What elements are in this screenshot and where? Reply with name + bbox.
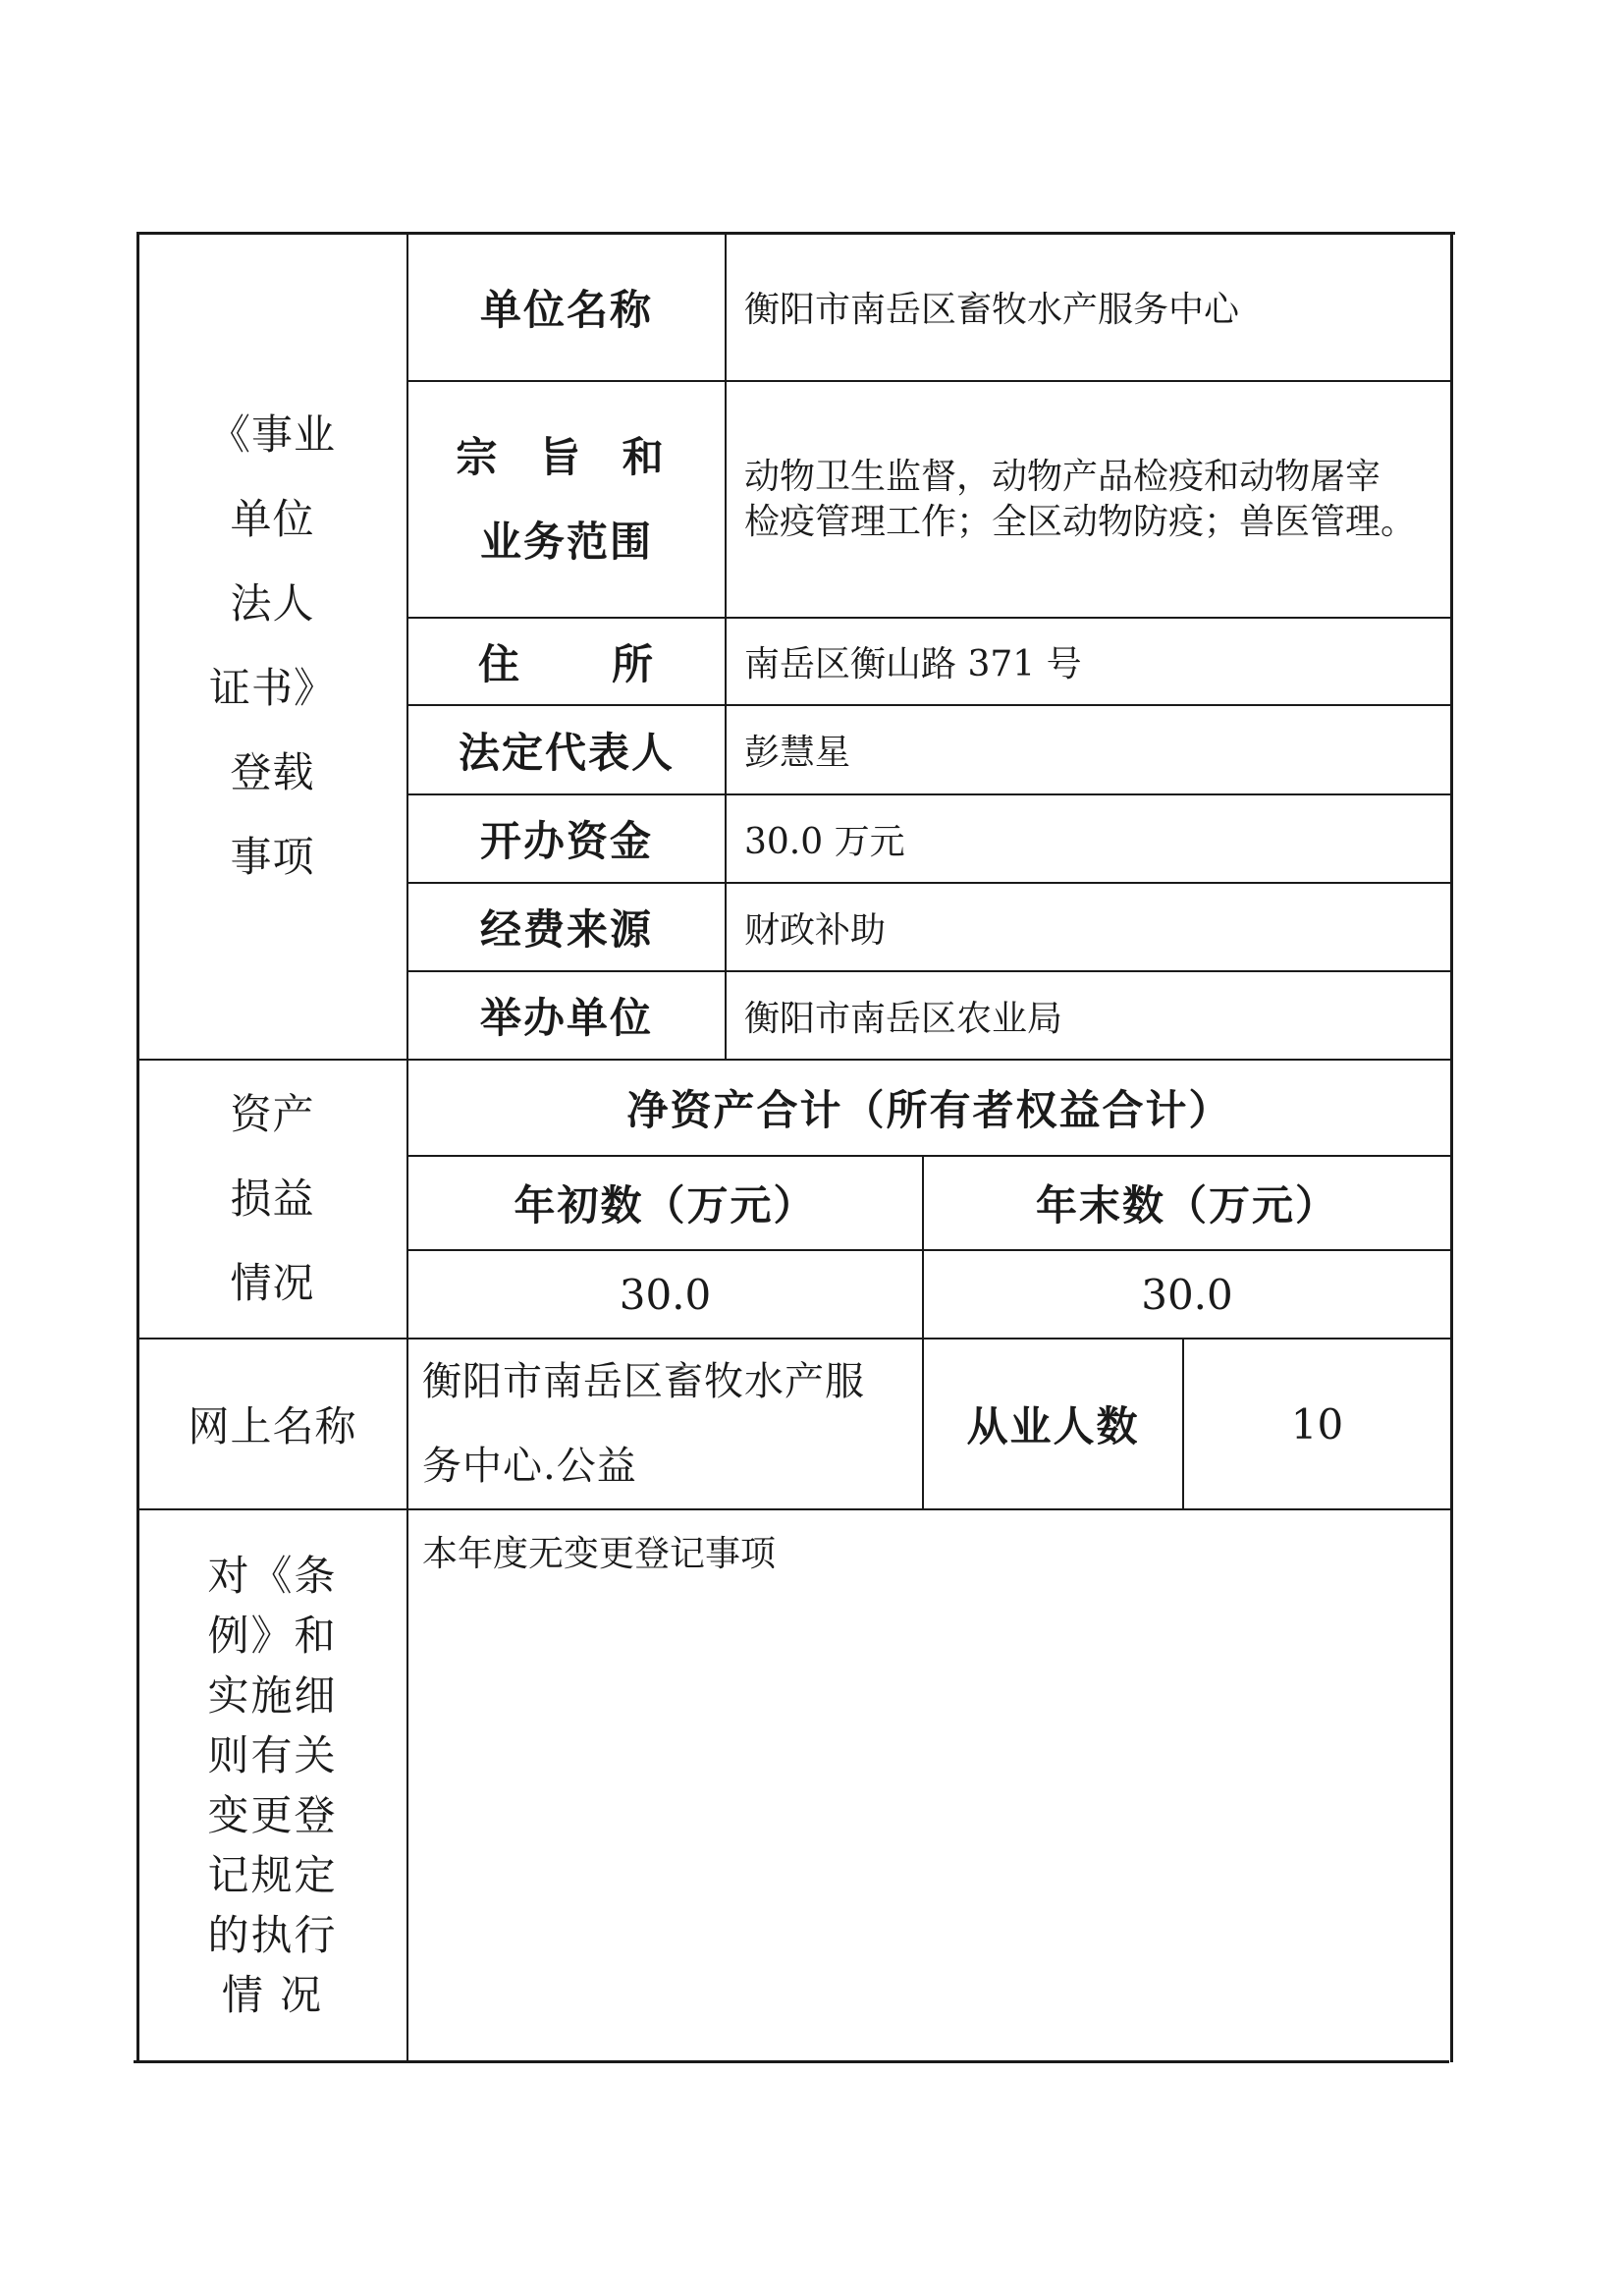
label-line: 情况 bbox=[230, 1259, 315, 1307]
changes-value: 本年度无变更登记事项 bbox=[422, 1534, 777, 1574]
label-line: 变更登 bbox=[207, 1791, 338, 1839]
sponsor-unit-value: 衡阳市南岳区农业局 bbox=[744, 998, 1063, 1039]
label-line: 实施细 bbox=[207, 1671, 338, 1720]
border-bottom bbox=[134, 2060, 1449, 2063]
net-assets-header: 净资产合计（所有者权益合计） bbox=[626, 1086, 1232, 1134]
funding-source-value: 财政补助 bbox=[744, 909, 887, 951]
funding-source-label: 经费来源 bbox=[479, 905, 653, 954]
purpose-value-line: 检疫管理工作；全区动物防疫；兽医管理。 bbox=[744, 501, 1417, 542]
year-begin-header: 年初数（万元） bbox=[514, 1181, 817, 1230]
label-line: 证书》 bbox=[208, 664, 336, 712]
label-line: 则有关 bbox=[207, 1731, 338, 1779]
sponsor-unit-label: 举办单位 bbox=[479, 994, 653, 1042]
border-right bbox=[1450, 232, 1453, 2062]
scope-label-line: 业务范围 bbox=[479, 517, 653, 566]
address-label-right: 所 bbox=[611, 639, 655, 688]
label-line: 的执行 bbox=[207, 1911, 338, 1959]
online-name-label: 网上名称 bbox=[188, 1402, 357, 1450]
label-line: 记规定 bbox=[207, 1851, 338, 1899]
label-line: 资产 bbox=[230, 1090, 315, 1138]
address-label bbox=[408, 619, 725, 704]
registration-section-label bbox=[138, 234, 406, 1059]
legal-representative-value: 彭慧星 bbox=[744, 733, 851, 773]
year-end-header: 年末数（万元） bbox=[1035, 1181, 1338, 1230]
label-line: 《事业 bbox=[208, 410, 336, 459]
assets-section-label bbox=[138, 1061, 406, 1338]
staff-count-value: 10 bbox=[1290, 1399, 1344, 1449]
year-end-value: 30.0 bbox=[1141, 1270, 1233, 1319]
startup-funds-label: 开办资金 bbox=[479, 817, 653, 865]
label-line: 单位 bbox=[230, 495, 315, 543]
purpose-scope-value bbox=[727, 382, 1450, 617]
year-begin-value: 30.0 bbox=[619, 1270, 712, 1319]
online-name-line: 务中心.公益 bbox=[422, 1444, 637, 1489]
changes-section-label bbox=[138, 1510, 406, 2060]
address-label-left: 住 bbox=[478, 639, 522, 688]
legal-representative-label: 法定代表人 bbox=[458, 728, 675, 777]
unit-name-label: 单位名称 bbox=[479, 285, 653, 334]
label-line: 事项 bbox=[230, 833, 315, 881]
purpose-label-line: 宗 旨 和 bbox=[456, 432, 677, 481]
label-line: 例》和 bbox=[207, 1612, 338, 1660]
purpose-scope-label bbox=[408, 382, 725, 617]
startup-funds-value: 30.0 万元 bbox=[744, 821, 905, 862]
purpose-value-line: 动物卫生监督，动物产品检疫和动物屠宰 bbox=[744, 456, 1381, 497]
address-value: 南岳区衡山路 371 号 bbox=[744, 644, 1082, 684]
label-line: 对《条 bbox=[207, 1552, 338, 1600]
label-line: 情 况 bbox=[221, 1971, 324, 2019]
label-line: 登载 bbox=[230, 748, 315, 796]
label-line: 损益 bbox=[230, 1175, 315, 1223]
staff-count-label: 从业人数 bbox=[966, 1402, 1140, 1450]
online-name-line: 衡阳市南岳区畜牧水产服 bbox=[422, 1359, 865, 1404]
online-name-value bbox=[408, 1339, 922, 1508]
label-line: 法人 bbox=[230, 579, 315, 628]
unit-name-value: 衡阳市南岳区畜牧水产服务中心 bbox=[744, 290, 1240, 330]
